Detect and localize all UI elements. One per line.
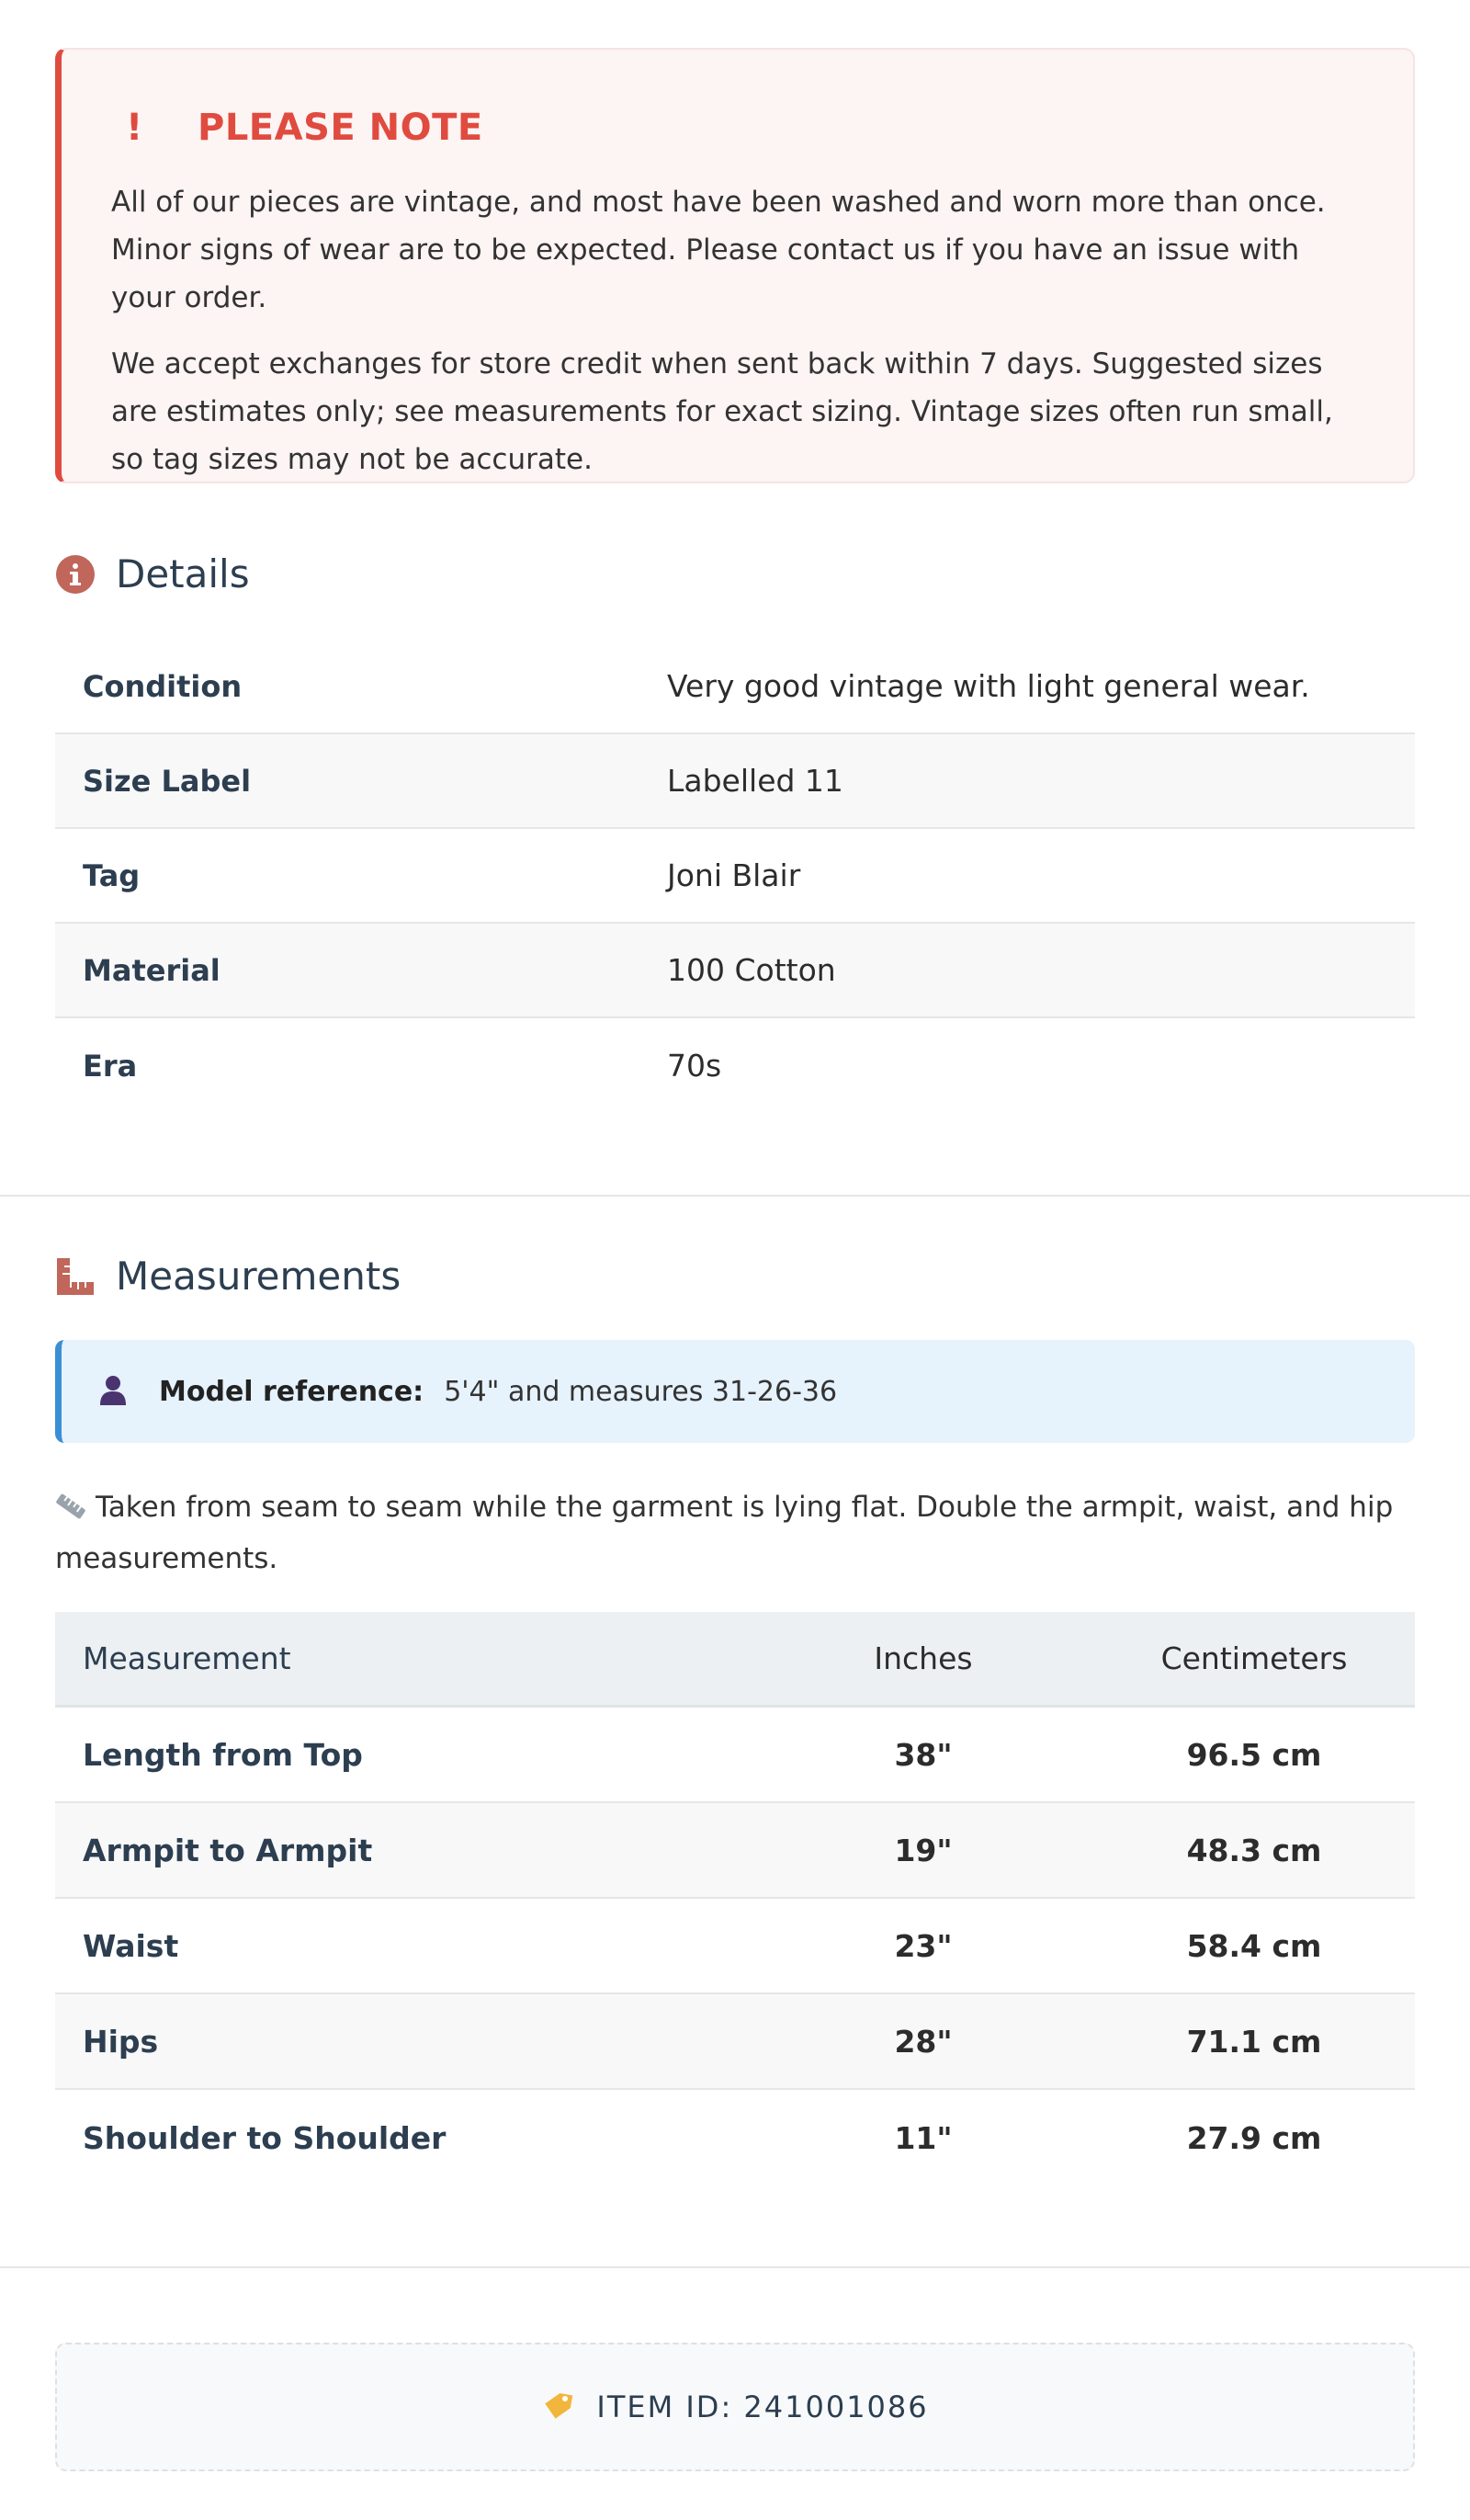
- details-row: [55, 829, 1415, 924]
- details-title: Details: [116, 551, 250, 596]
- details-header: [55, 551, 250, 596]
- table-row: [55, 1708, 1415, 1803]
- measurement-note-text: Taken from seam to seam while the garment is lying flat. Double the armpit, waist, and hip measurements.: [55, 1491, 1394, 1575]
- person-icon: [98, 1374, 128, 1409]
- measurement-cm: 48.3 cm: [1186, 1832, 1322, 1868]
- details-value: Labelled 11: [667, 763, 843, 799]
- info-circle-icon: [55, 554, 96, 595]
- item-id-box: [55, 2343, 1415, 2471]
- measurement-inches: 23": [894, 1927, 953, 1964]
- item-id-label: ITEM ID: 241001086: [596, 2389, 929, 2424]
- measurement-inches: 19": [894, 1832, 953, 1868]
- model-reference-label: Model reference:: [159, 1375, 424, 1408]
- measurements-table: [55, 1612, 1415, 2185]
- notice-box: [55, 48, 1415, 483]
- measurement-cm: 27.9 cm: [1186, 2119, 1322, 2156]
- measurement-cm: 58.4 cm: [1186, 1927, 1322, 1964]
- details-label: Material: [83, 952, 220, 988]
- measurement-name: Shoulder to Shoulder: [83, 2119, 447, 2156]
- details-row: [55, 924, 1415, 1018]
- measurement-name: Length from Top: [83, 1736, 363, 1773]
- section-divider: [0, 1195, 1470, 1197]
- details-row: [55, 640, 1415, 734]
- measurement-inches: 38": [894, 1736, 953, 1773]
- details-value: 100 Cotton: [667, 952, 836, 988]
- table-row: [55, 1899, 1415, 1994]
- exclamation-icon: !: [126, 107, 143, 149]
- section-divider: [0, 2266, 1470, 2268]
- measurement-note: [55, 1483, 1415, 1583]
- details-row: [55, 734, 1415, 829]
- details-value: Very good vintage with light general wear.: [667, 668, 1310, 704]
- column-header: Measurement: [83, 1640, 291, 1676]
- ruler-diagonal-icon: [55, 1487, 86, 1535]
- details-label: Tag: [83, 857, 141, 893]
- tag-icon: [541, 2389, 576, 2424]
- measurements-title: Measurements: [116, 1254, 401, 1299]
- details-value: Joni Blair: [667, 857, 801, 893]
- table-row: [55, 2090, 1415, 2185]
- notice-title: PLEASE NOTE: [198, 107, 483, 149]
- measurement-name: Waist: [83, 1927, 179, 1964]
- model-reference: [55, 1340, 1415, 1443]
- measurement-name: Armpit to Armpit: [83, 1832, 373, 1868]
- details-label: Condition: [83, 668, 243, 704]
- details-label: Era: [83, 1048, 138, 1084]
- measurements-header: [55, 1254, 401, 1299]
- measurement-inches: 11": [894, 2119, 953, 2156]
- measurement-cm: 96.5 cm: [1186, 1736, 1322, 1773]
- details-label: Size Label: [83, 763, 252, 799]
- measurement-name: Hips: [83, 2023, 159, 2060]
- table-row: [55, 1994, 1415, 2090]
- model-reference-text: 5'4" and measures 31-26-36: [444, 1375, 838, 1408]
- ruler-icon: [55, 1256, 96, 1297]
- table-row: [55, 1803, 1415, 1899]
- measurement-cm: 71.1 cm: [1186, 2023, 1322, 2060]
- notice-paragraph: We accept exchanges for store credit when sent back within 7 days. Suggested sizes are estimates only; see measurements for exact sizing. Vintage sizes often run small, so tag sizes may not be accurate.: [111, 347, 1333, 476]
- table-header-row: [55, 1612, 1415, 1708]
- details-value: 70s: [667, 1048, 722, 1084]
- column-header: Inches: [874, 1640, 973, 1676]
- notice-paragraph: All of our pieces are vintage, and most have been washed and worn more than once. Minor signs of wear are to be expected. Please contact us if you have an issue with your order.: [111, 186, 1326, 314]
- measurement-inches: 28": [894, 2023, 953, 2060]
- details-table: [55, 640, 1415, 1113]
- details-row: [55, 1018, 1415, 1113]
- column-header: Centimeters: [1160, 1640, 1348, 1676]
